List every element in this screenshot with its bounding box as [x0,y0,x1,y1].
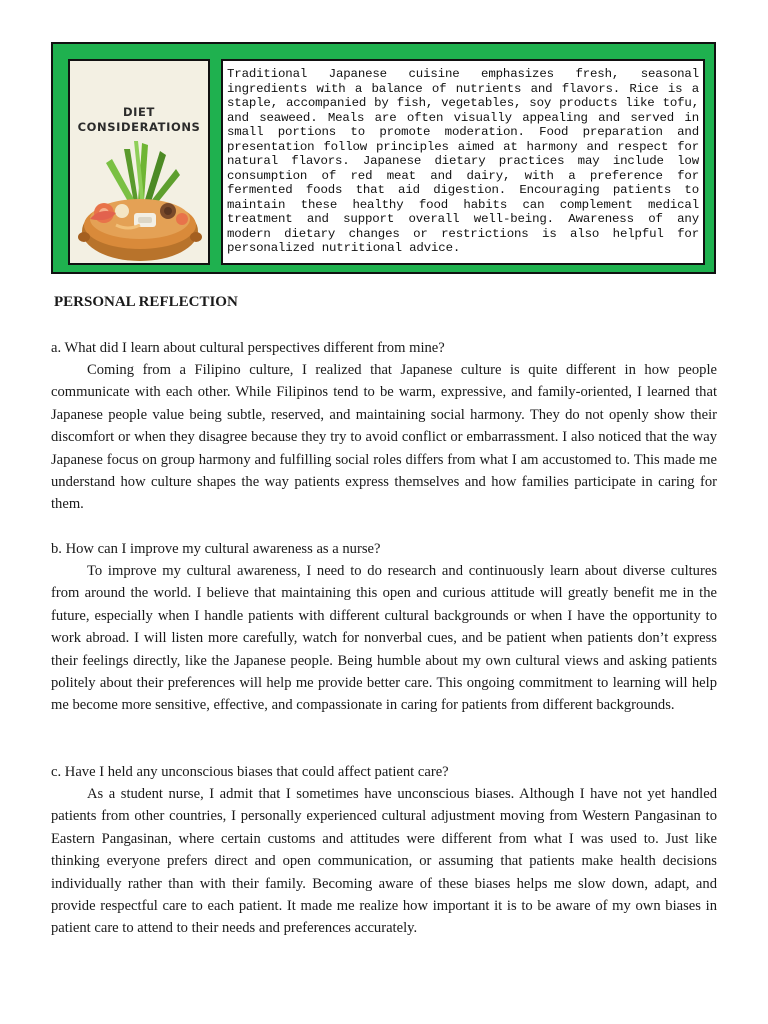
diet-considerations-panel [51,42,716,274]
hot-pot-bowl-icon [76,141,204,263]
question-a: a. What did I learn about cultural perspectives different from mine? [51,340,445,356]
answer-c: As a student nurse, I admit that I sometimes have unconscious biases. Although I have not yet handled patients from other countries, I personally experienced cultural adjustment moving from Western Pangasinan to Eastern Pangasinan, where certain customs and attitudes were different from what I was used to. Just like thinking everyone prefers direct and open communication, or assuming that patients make health decisions individually rather than with their family. Becoming aware of these biases helps me slow down, adapt, and provide respectful care to each patient. It made me realize how important it is to be aware of my own biases in patient care to attend to their needs and preferences accurately. [51,786,717,937]
answer-b: To improve my cultural awareness, I need to do research and continuously learn about diverse cultures from around the world. I believe that maintaining this open and curious attitude will greatly benefit me in the future, especially when I handle patients with different cultural backgrounds or when I have the opportunity to work abroad. I will listen more carefully, watch for nonverbal cues, and be patient when patients don’t express their feelings directly, like the Japanese people. Being humble about my own cultural views and asking patients politely about their preferences will help me provide better care. This ongoing commitment to learning will help me become more sensitive, effective, and compassionate in caring for patients from different backgrounds. [51,563,717,714]
personal-reflection-heading: PERSONAL REFLECTION [54,294,238,310]
question-b: b. How can I improve my cultural awareness as a nurse? [51,541,381,557]
answer-a: Coming from a Filipino culture, I realized that Japanese culture is quite different in how people communicate with each other. While Filipinos tend to be warm, expressive, and family-oriented, I learned that Japanese people value being subtle, reserved, and maintaining social harmony. They do not openly show their discomfort or when they disagree because they try to avoid conflict or embarrassment. I also noticed that the way Japanese focus on group harmony and fulfilling social roles differs from what I am accustomed to. This made me understand how culture shapes the way patients express themselves and how families participate in caring for them. [51,362,717,513]
diet-description: Traditional Japanese cuisine emphasizes fresh, seasonal ingredients with a balance of nutrients and flavors. Rice is a staple, accompanied by fish, vegetables, soy products like tofu, and seaweed. Meals are often visually appealing and served in small portions to promote moderation. Food preparation and presentation follow principles aimed at harmony and respect for natural flavors. Japanese dietary practices may include low consumption of red meat and dairy, with a preference for fermented foods that aid digestion. Encouraging patients to maintain these healthy food habits can complement medical treatment and support overall well-being. Awareness of any modern dietary changes or restrictions is also helpful for personalized nutritional advice. [227,67,699,255]
diet-considerations-card [68,59,210,265]
diet-description-box [221,59,705,265]
diet-considerations-title: DIET CONSIDERATIONS [77,105,201,134]
question-c: c. Have I held any unconscious biases that could affect patient care? [51,764,449,780]
